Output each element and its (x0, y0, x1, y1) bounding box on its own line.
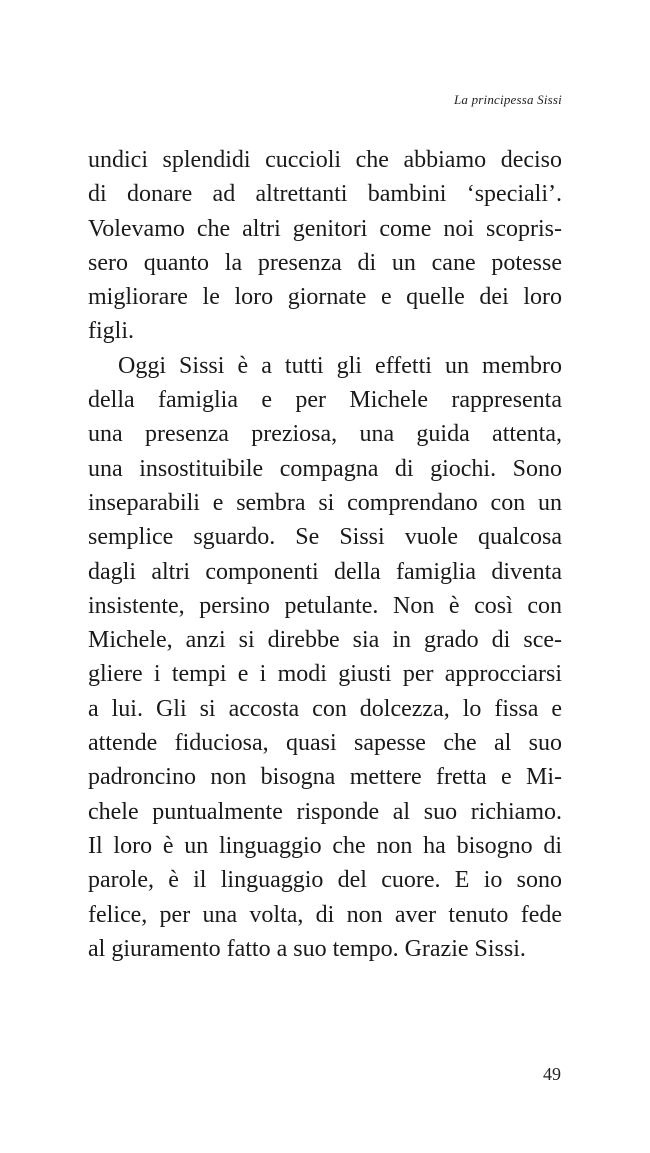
text-line: parole, è il linguaggio del cuore. E io sono (88, 867, 562, 894)
text-line: Volevamo che altri genitori come noi scopris- (88, 215, 562, 242)
text-line: attende fiduciosa, quasi sapesse che al suo (88, 730, 562, 757)
text-line: gliere i tempi e i modi giusti per approcciarsi (88, 661, 562, 688)
text-line: dagli altri componenti della famiglia diventa (88, 558, 562, 585)
text-line: della famiglia e per Michele rappresenta (88, 387, 562, 414)
text-line: migliorare le loro giornate e quelle dei loro (88, 284, 562, 311)
text-line: undici splendidi cuccioli che abbiamo deciso (88, 147, 562, 173)
paragraph (88, 349, 562, 966)
text-line: padroncino non bisogna mettere fretta e Mi- (88, 764, 562, 791)
text-line: a lui. Gli si accosta con dolcezza, lo fissa e (88, 695, 562, 722)
body-text (88, 143, 562, 966)
text-line: di donare ad altrettanti bambini ‘speciali’. (88, 181, 562, 208)
text-line: sero quanto la presenza di un cane potesse (88, 249, 562, 276)
text-line: felice, per una volta, di non aver tenuto fede (88, 901, 562, 928)
text-line: una insostituibile compagna di giochi. Sono (88, 455, 562, 482)
text-line: chele puntualmente risponde al suo richiamo. (88, 798, 562, 825)
text-line: inseparabili e sembra si comprendano con un (88, 489, 562, 516)
text-line: al giuramento fatto a suo tempo. Grazie Sissi. (88, 935, 526, 962)
paragraph (88, 143, 562, 349)
running-head: La principessa Sissi (453, 92, 562, 107)
text-line: Michele, anzi si direbbe sia in grado di sce- (88, 627, 562, 654)
text-line: Oggi Sissi è a tutti gli effetti un membro (118, 352, 562, 379)
page-number: 49 (543, 1064, 561, 1084)
text-line: una presenza preziosa, una guida attenta, (88, 421, 562, 448)
text-line: semplice sguardo. Se Sissi vuole qualcosa (88, 524, 562, 551)
text-line: Il loro è un linguaggio che non ha bisogno di (88, 832, 562, 859)
text-line: insistente, persino petulante. Non è così con (88, 592, 562, 619)
text-line: figli. (88, 318, 134, 345)
